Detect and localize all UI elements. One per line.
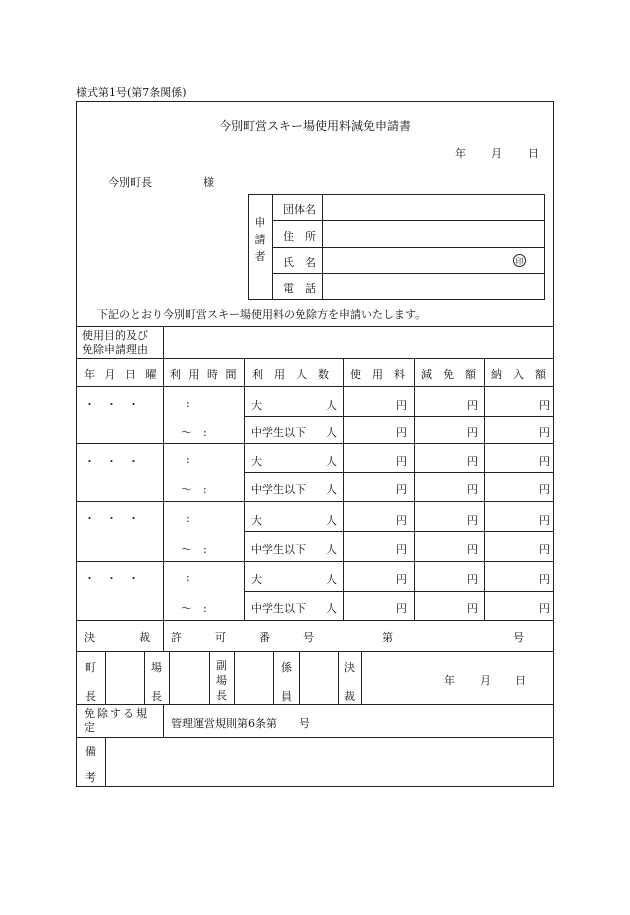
child-unit: 人 <box>326 483 337 496</box>
adult-unit: 人 <box>326 455 337 468</box>
usage-date-dots: ・ ・ ・ <box>84 512 139 525</box>
approval-mayor-top: 町 <box>85 661 96 674</box>
adult-label: 大 <box>251 399 262 412</box>
approval-col <box>105 651 106 704</box>
header-time: 利 用 時 間 <box>170 368 239 381</box>
date-year: 年 <box>455 147 466 160</box>
header-reduction: 減 免 額 <box>421 368 476 381</box>
row-group-line <box>76 620 554 621</box>
approval-deputy-bottom: 長 <box>216 689 227 702</box>
child-label: 中学生以下 <box>251 602 306 615</box>
approval-col <box>234 651 235 704</box>
reduction-yen: 円 <box>467 514 478 527</box>
usage-date-dots: ・ ・ ・ <box>84 398 139 411</box>
col-line <box>244 358 245 620</box>
col-line <box>343 358 344 620</box>
col-line <box>414 358 415 620</box>
approval-deputy-middle: 場 <box>216 674 227 687</box>
approval-mayor-bottom: 長 <box>85 690 96 703</box>
applicant-row-line <box>272 220 544 221</box>
fee-yen: 円 <box>396 399 407 412</box>
header-date: 年 月 日 曜 <box>84 368 160 381</box>
field-label-phone: 電 話 <box>283 282 316 295</box>
payment-yen: 円 <box>539 573 550 586</box>
header-fee: 使 用 料 <box>350 368 405 381</box>
approval-col <box>361 651 362 704</box>
usage-time-start: : <box>186 453 190 466</box>
payment-yen: 円 <box>539 602 550 615</box>
fee-yen: 円 <box>396 543 407 556</box>
field-label-name: 氏 名 <box>283 256 316 269</box>
reduction-yen: 円 <box>467 483 478 496</box>
approval-staff-bottom: 員 <box>281 690 292 703</box>
payment-yen: 円 <box>539 399 550 412</box>
fee-yen: 円 <box>396 573 407 586</box>
phone-field[interactable] <box>326 280 540 294</box>
purpose-divider <box>163 326 164 358</box>
child-unit: 人 <box>326 426 337 439</box>
approval-date-year: 年 <box>444 674 455 687</box>
header-payment: 納 入 額 <box>491 368 546 381</box>
approval-bottom-line <box>76 704 554 705</box>
payment-yen: 円 <box>539 483 550 496</box>
approval-col <box>299 651 300 704</box>
row-mid-line <box>244 591 554 592</box>
row-mid-line <box>244 531 554 532</box>
permit-go: 号 <box>513 631 524 644</box>
usage-time-end: 〜 : <box>181 426 207 439</box>
decision-label: 決 裁 <box>84 631 150 644</box>
child-label: 中学生以下 <box>251 543 306 556</box>
adult-unit: 人 <box>326 573 337 586</box>
child-unit: 人 <box>326 602 337 615</box>
address-field[interactable] <box>326 228 540 242</box>
reduction-yen: 円 <box>467 426 478 439</box>
addressee-honorific: 様 <box>203 176 214 189</box>
name-field[interactable] <box>326 254 506 268</box>
payment-yen: 円 <box>539 426 550 439</box>
applicant-side-label: 申 請 者 <box>254 216 266 263</box>
decision-divider <box>163 620 164 651</box>
group-name-field[interactable] <box>326 201 540 215</box>
remarks-label-bottom: 考 <box>85 771 96 784</box>
remarks-field[interactable] <box>108 740 550 784</box>
row-group-line <box>76 561 554 562</box>
fee-yen: 円 <box>396 455 407 468</box>
form-number: 様式第1号(第7条関係) <box>76 86 187 99</box>
applicant-row-line <box>272 247 544 248</box>
exemption-rule: 管理運営規則第6条第 号 <box>171 717 310 730</box>
reduction-yen: 円 <box>467 573 478 586</box>
payment-yen: 円 <box>539 455 550 468</box>
approval-date-day: 日 <box>515 674 526 687</box>
exemption-label: 免除する規 定 <box>84 707 149 734</box>
applicant-label-divider <box>272 194 273 300</box>
approval-date-month: 月 <box>480 674 491 687</box>
reduction-yen: 円 <box>467 455 478 468</box>
approval-staff-top: 係 <box>281 661 292 674</box>
applicant-box-bottom <box>248 299 544 300</box>
usage-date-dots: ・ ・ ・ <box>84 572 139 585</box>
adult-label: 大 <box>251 573 262 586</box>
date-day: 日 <box>528 147 539 160</box>
addressee-name: 今別町長 <box>108 176 152 189</box>
fee-yen: 円 <box>396 483 407 496</box>
approval-col <box>144 651 145 704</box>
header-top-line <box>76 358 554 359</box>
usage-time-end: 〜 : <box>181 602 207 615</box>
approval-decision-bottom: 裁 <box>344 690 355 703</box>
approval-manager-top: 場 <box>151 661 162 674</box>
exemption-bottom-line <box>76 737 554 738</box>
col-line <box>484 358 485 620</box>
applicant-box-top <box>248 194 544 195</box>
header-people: 利 用 人 数 <box>252 368 329 381</box>
row-group-line <box>76 501 554 502</box>
row-mid-line <box>244 472 554 473</box>
date-month: 月 <box>491 147 502 160</box>
field-label-address: 住 所 <box>283 230 316 243</box>
fee-yen: 円 <box>396 602 407 615</box>
remarks-divider <box>105 737 106 787</box>
reduction-yen: 円 <box>467 399 478 412</box>
adult-unit: 人 <box>326 399 337 412</box>
usage-time-end: 〜 : <box>181 483 207 496</box>
col-line <box>163 358 164 620</box>
reduction-yen: 円 <box>467 543 478 556</box>
approval-col <box>169 651 170 704</box>
field-label-group: 団体名 <box>283 203 316 216</box>
child-label: 中学生以下 <box>251 483 306 496</box>
payment-yen: 円 <box>539 543 550 556</box>
child-label: 中学生以下 <box>251 426 306 439</box>
purpose-label: 使用目的及び 免除申請理由 <box>82 329 148 356</box>
remarks-label-top: 備 <box>85 745 96 758</box>
usage-time-start: : <box>186 571 190 584</box>
fee-yen: 円 <box>396 514 407 527</box>
row-mid-line <box>244 416 554 417</box>
purpose-top-line <box>76 326 554 327</box>
adult-unit: 人 <box>326 514 337 527</box>
usage-date-dots: ・ ・ ・ <box>84 455 139 468</box>
applicant-box-right <box>544 194 545 300</box>
decision-bottom-line <box>76 651 554 652</box>
approval-col <box>338 651 339 704</box>
usage-time-start: : <box>186 397 190 410</box>
adult-label: 大 <box>251 455 262 468</box>
header-bottom-line <box>76 386 554 387</box>
row-group-line <box>76 443 554 444</box>
adult-label: 大 <box>251 514 262 527</box>
approval-col <box>273 651 274 704</box>
applicant-row-line <box>272 273 544 274</box>
permit-number-label: 許 可 番 号 <box>171 631 314 644</box>
usage-time-start: : <box>186 512 190 525</box>
seal-mark-icon: 印 <box>513 254 526 267</box>
approval-deputy-top: 副 <box>216 659 227 672</box>
fee-yen: 円 <box>396 426 407 439</box>
reduction-yen: 円 <box>467 602 478 615</box>
approval-col <box>209 651 210 704</box>
form-title: 今別町営スキー場使用料減免申請書 <box>218 119 411 133</box>
approval-manager-bottom: 長 <box>151 690 162 703</box>
permit-dai: 第 <box>382 631 393 644</box>
approval-decision-top: 決 <box>344 661 355 674</box>
payment-yen: 円 <box>539 514 550 527</box>
child-unit: 人 <box>326 543 337 556</box>
applicant-box-left <box>248 194 249 300</box>
purpose-value[interactable] <box>166 328 550 356</box>
exemption-divider <box>163 704 164 737</box>
applicant-value-divider <box>322 194 323 300</box>
request-statement: 下記のとおり今別町営スキー場使用料の免除方を申請いたします。 <box>97 308 427 321</box>
usage-time-end: 〜 : <box>181 543 207 556</box>
